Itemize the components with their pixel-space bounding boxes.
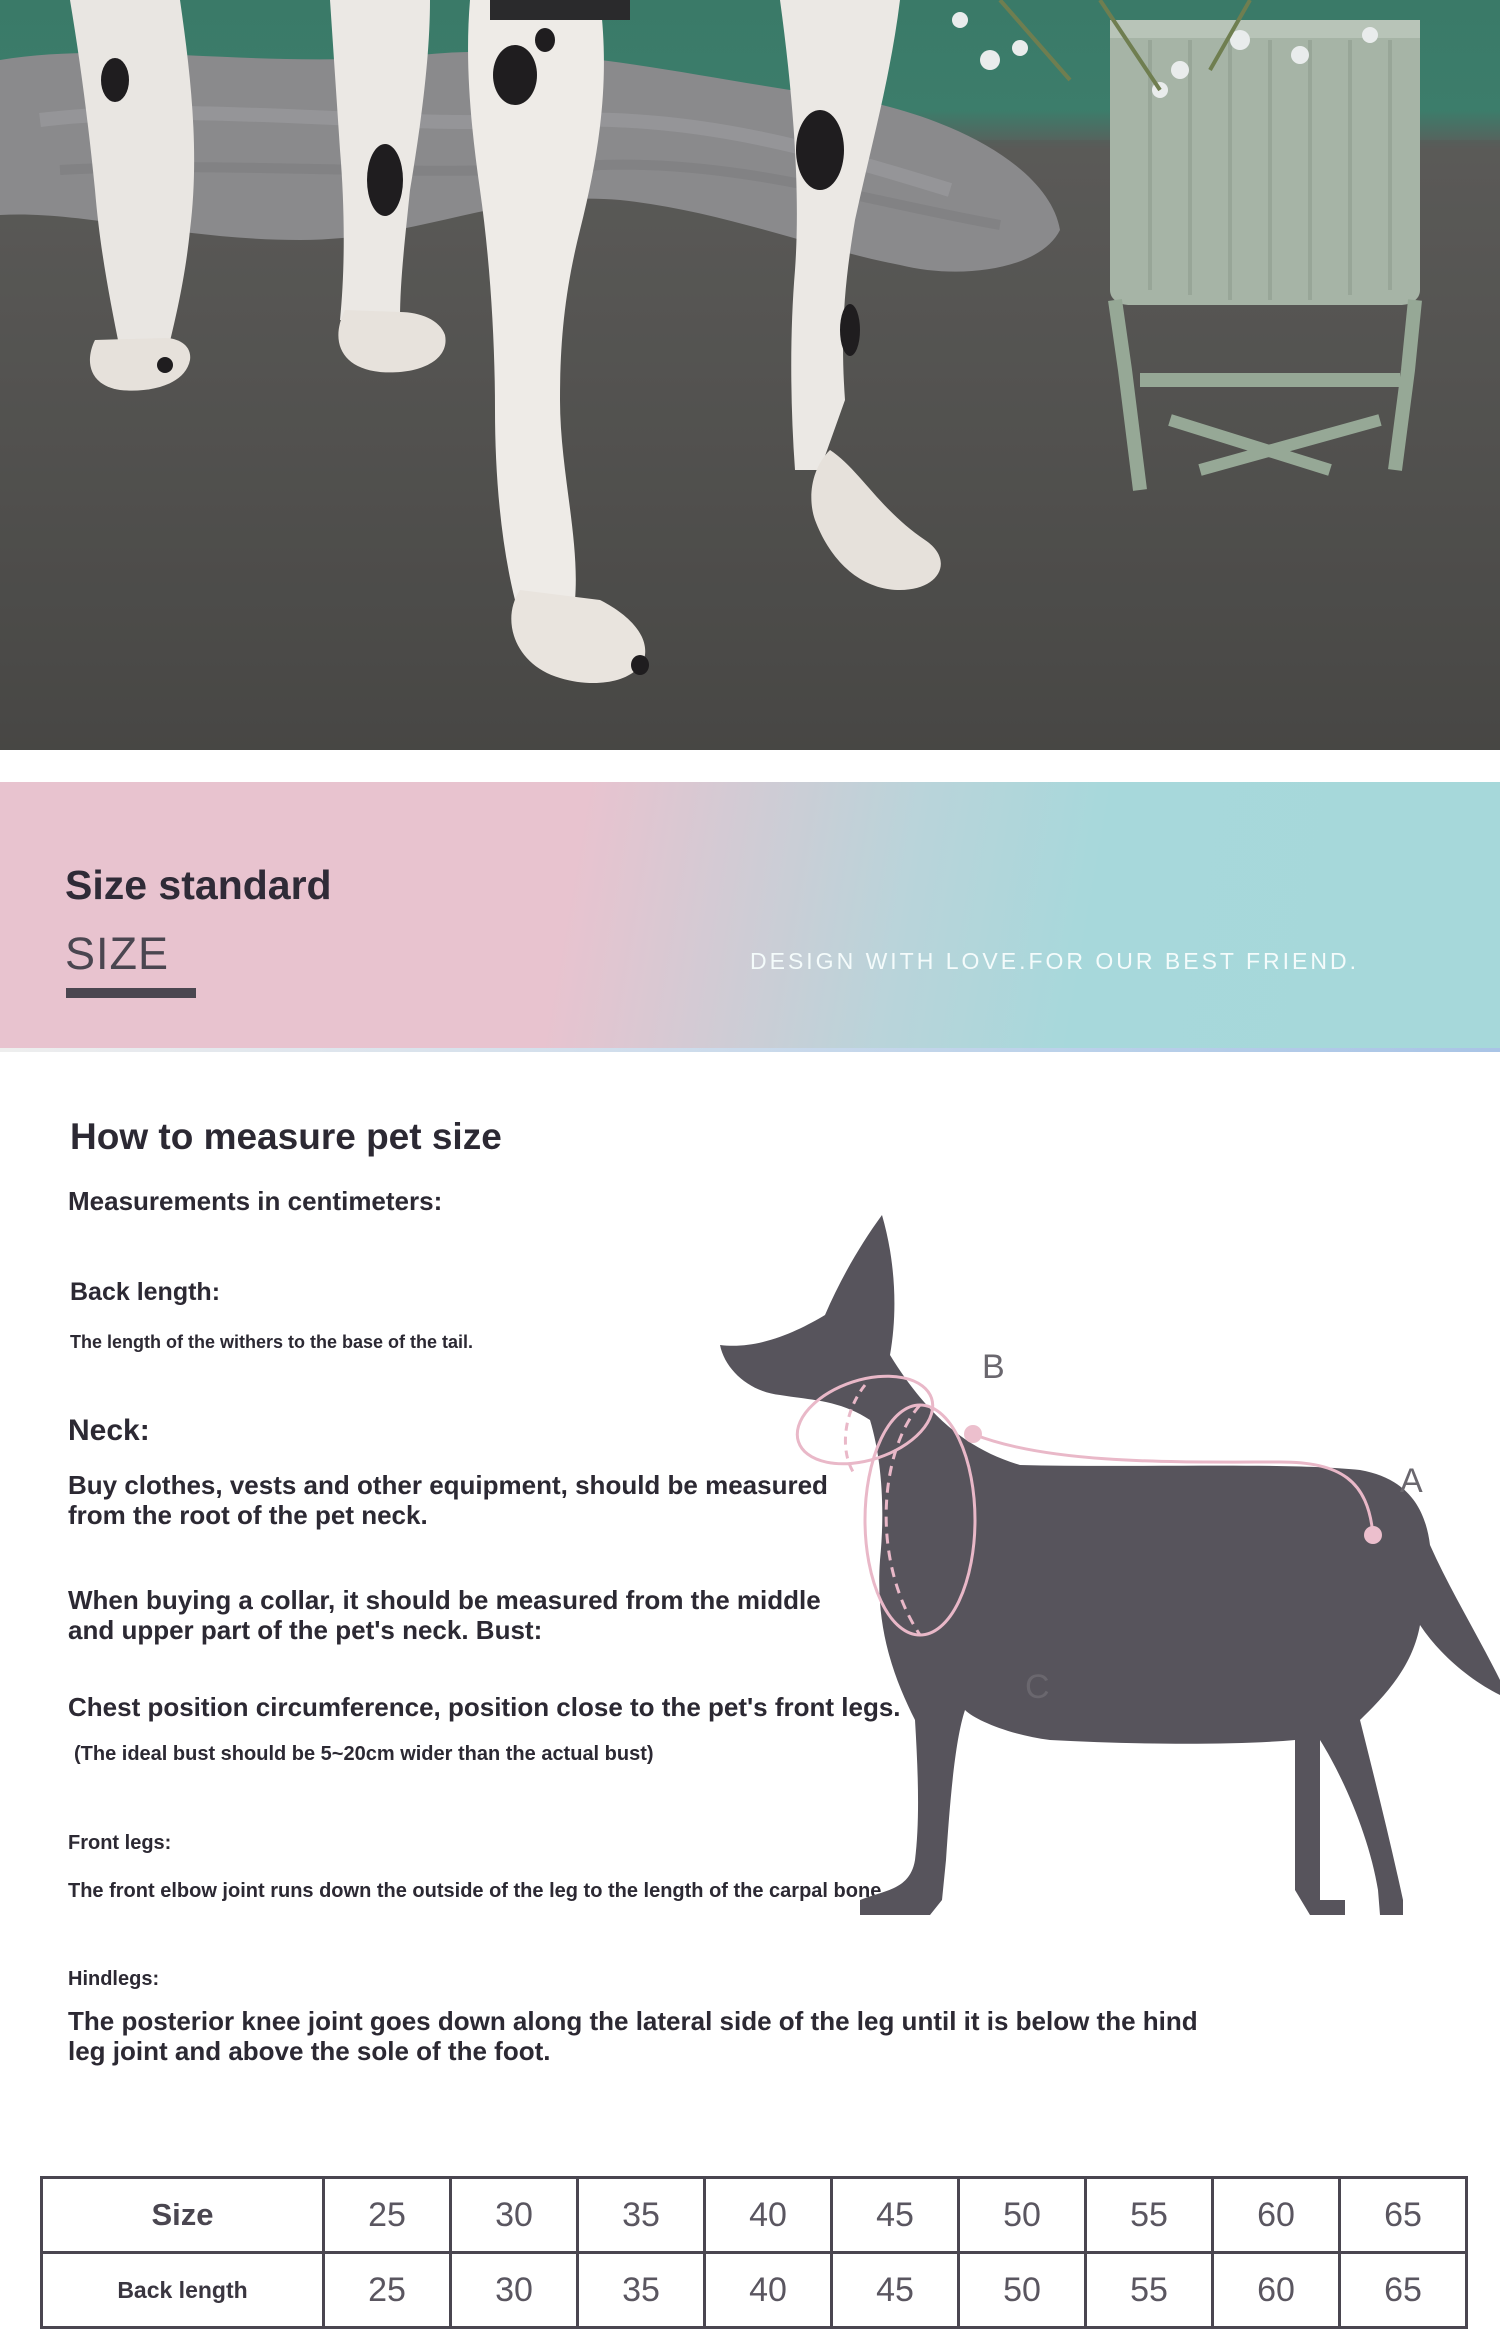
neck-desc-clothes: Buy clothes, vests and other equipment, should be measured from the root of the pet neck. [68, 1470, 828, 1530]
hind-legs-label: Hindlegs: [68, 1968, 160, 1990]
table-cell: 25 [324, 2178, 451, 2253]
table-cell: 60 [1213, 2253, 1340, 2328]
bust-desc: Chest position circumference, position close to the pet's front legs. [68, 1692, 901, 1722]
table-cell: 35 [578, 2178, 705, 2253]
banner-underline [66, 988, 196, 998]
table-cell: Back length [42, 2253, 324, 2328]
neck-label: Neck: [68, 1414, 150, 1447]
table-row [42, 2253, 1467, 2328]
table-cell: Size [42, 2178, 324, 2253]
table-cell: 55 [1086, 2178, 1213, 2253]
size-table [40, 2176, 1468, 2329]
table-cell: 30 [451, 2253, 578, 2328]
diagram-label-b: B [982, 1348, 1005, 1386]
table-cell: 40 [705, 2178, 832, 2253]
dog-legs-photo [0, 0, 1500, 750]
table-cell: 50 [959, 2178, 1086, 2253]
diagram-label-a: A [1400, 1462, 1423, 1500]
table-cell: 65 [1340, 2178, 1467, 2253]
neck-desc-collar: When buying a collar, it should be measured from the middle and upper part of the pet's neck. Bust: [68, 1585, 821, 1645]
guide-heading: How to measure pet size [70, 1116, 502, 1157]
units-note: Measurements in centimeters: [68, 1186, 443, 1216]
dog-measurement-diagram [720, 1200, 1500, 1930]
bust-note: (The ideal bust should be 5~20cm wider than the actual bust) [74, 1743, 654, 1765]
table-cell: 60 [1213, 2178, 1340, 2253]
banner-title: Size standard [65, 862, 332, 908]
back-length-desc: The length of the withers to the base of the tail. [70, 1332, 474, 1352]
table-header-row [42, 2178, 1467, 2253]
table-cell: 65 [1340, 2253, 1467, 2328]
table-cell: 30 [451, 2178, 578, 2253]
table-cell: 50 [959, 2253, 1086, 2328]
size-standard-banner [0, 782, 1500, 1048]
table-cell: 55 [1086, 2253, 1213, 2328]
front-legs-label: Front legs: [68, 1832, 172, 1854]
diagram-label-c: C [1025, 1668, 1050, 1706]
banner-slogan: DESIGN WITH LOVE.FOR OUR BEST FRIEND. [750, 948, 1359, 974]
table-cell: 45 [832, 2253, 959, 2328]
hind-legs-desc: The posterior knee joint goes down along the lateral side of the leg until it is below the hind leg joint and above the sole of the foot. [68, 2006, 1198, 2066]
table-cell: 35 [578, 2253, 705, 2328]
dog-silhouette [720, 1215, 1500, 1915]
front-legs-desc: The front elbow joint runs down the outside of the leg to the length of the carpal bone. [68, 1880, 887, 1902]
product-photo [0, 0, 1500, 750]
table-cell: 25 [324, 2253, 451, 2328]
back-length-label: Back length: [70, 1278, 221, 1306]
banner-subtitle: SIZE [65, 928, 170, 979]
table-cell: 40 [705, 2253, 832, 2328]
banner-divider [0, 1048, 1500, 1052]
table-cell: 45 [832, 2178, 959, 2253]
